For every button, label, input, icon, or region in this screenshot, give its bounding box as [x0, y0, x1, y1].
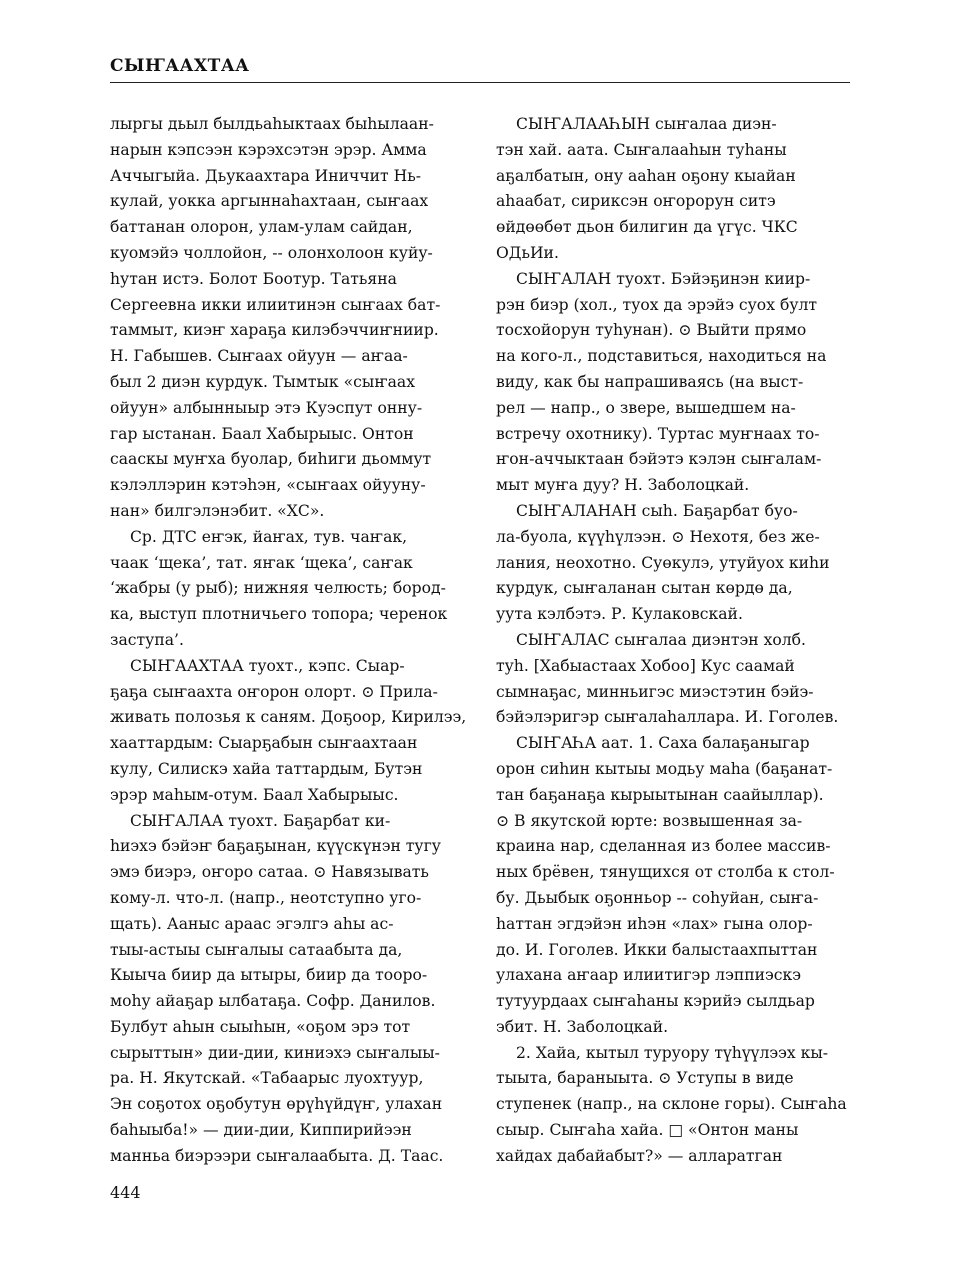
text-line: мыт муҥа дуу? Н. Заболоцкай.	[496, 476, 750, 495]
text-line: СЫҤААХТАА туохт., кэпс. Сыар-	[130, 656, 405, 675]
text-line: был 2 диэн курдук. Тымтык «сыҥаах	[110, 372, 415, 391]
text-line: кэлэллэрин кэтэһэн, «сыҥаах ойууну-	[110, 476, 426, 495]
text-line: СЫҤАҺА аат. 1. Саха балаҕаныгар	[516, 734, 810, 753]
text-line: тыыта, бараныыта. ⊙ Уступы в виде	[496, 1069, 794, 1088]
text-line: ‘жабры (у рыб); нижняя челюсть; бород-	[110, 579, 446, 598]
page-number: 444	[110, 1183, 141, 1202]
text-line: Эн соҕотох оҕобутун өрүһүйдүҥ, улахан	[110, 1095, 443, 1114]
text-line: ступенек (напр., на склоне горы). Сыҥаһа	[496, 1095, 847, 1114]
text-line: СЫҤАЛАА туохт. Баҕарбат ки-	[130, 811, 391, 830]
text-line: рэн биэр (хол., туох да эрэйэ суох булт	[496, 295, 818, 314]
text-line: сааскы муҥха буолар, биһиги дьоммут	[110, 450, 432, 469]
text-line: Булбут аһын сыыһын, «оҕом эрэ тот	[110, 1017, 411, 1036]
page-header	[110, 56, 850, 83]
text-line: Аччыгыйа. Дьукаахтара Иниччит Нь-	[110, 166, 421, 185]
text-line: курдук, сыҥаланан сытан көрдө да,	[496, 579, 793, 598]
text-line: Н. Габышев. Сыҥаах ойуун — аҥаа-	[110, 347, 408, 366]
text-line: Сергеевна икки илиитинэн сыҥаах бат-	[110, 295, 441, 314]
text-line: лания, неохотно. Суөкулэ, утуйуох киһи	[496, 553, 830, 572]
text-line: аһаабат, сириксэн оҥорорун ситэ	[496, 192, 776, 211]
text-line: бу. Дьыбык оҕонньор -- соһуйан, сыҥа-	[496, 888, 819, 907]
text-line: кому-л. что-л. (напр., неотступно уго-	[110, 888, 422, 907]
text-line: таммыт, киэҥ хараҕа килэбэччиҥниир.	[110, 321, 439, 340]
text-line: бэйэлэригэр сыҥалаһаллара. И. Гоголев.	[496, 708, 839, 727]
text-line: СЫҤАЛАС сыҥалаа диэнтэн холб.	[516, 630, 807, 649]
text-line: аҕалбатын, ону ааһан оҕону кыайан	[496, 166, 796, 185]
text-line: Ср. ДТС еҥэк, йаҥах, тув. чаҥак,	[130, 527, 408, 546]
text-line: тыы-астыы сыҥалыы сатаабыта да,	[110, 940, 403, 959]
text-line: Кыыча биир да ытыры, биир да тооро-	[110, 966, 428, 985]
text-line: ҕаҕа сыҥаахта оҥорон олорт. ⊙ Прила-	[110, 682, 438, 701]
text-line: нан» билгэлэнэбит. «ХС».	[110, 501, 325, 520]
right-column	[496, 112, 851, 1170]
text-line: баһыыба!» — дии-дии, Киппирийээн	[110, 1121, 412, 1140]
text-line: эбит. Н. Заболоцкай.	[496, 1017, 669, 1036]
text-line: СЫҤАЛААҺЫН сыҥалаа диэн-	[516, 115, 777, 133]
text-line: ла-буола, күүһүлээн. ⊙ Нехотя, без же-	[496, 527, 820, 546]
text-line: живать полозья к саням. Доҕоор, Кирилээ,	[110, 708, 467, 727]
text-line: чаак ‘щека’, тат. яҥак ‘щека’, саҥак	[110, 553, 413, 572]
text-line: лыргы дьыл былдьаһыктаах быһылаан-	[110, 115, 434, 133]
text-line: уута кэлбэтэ. Р. Кулаковскай.	[496, 605, 743, 624]
text-line: СЫҤАЛАН туохт. Бэйэҕинэн киир-	[516, 269, 811, 288]
text-line: встречу охотнику). Туртас муҥнаах то-	[496, 424, 820, 443]
text-line: орон сиһин кытыы модьу маһа (баҕанат-	[496, 759, 833, 778]
text-line: һутан истэ. Болот Боотур. Татьяна	[110, 269, 397, 288]
text-line: нарын кэпсээн кэрэхсэтэн эрэр. Амма	[110, 140, 427, 159]
text-line: ра. Н. Якутскай. «Табаарыс луохтуур,	[110, 1069, 424, 1088]
text-line: хайдах дабайабыт?» — алларатган	[496, 1146, 783, 1165]
text-line: ных брёвен, тянущихся от столба к стол-	[496, 863, 835, 882]
text-line: тутуурдаах сыҥаһаны кэрийэ сылдьар	[496, 992, 815, 1011]
text-line: тан баҕанаҕа кырыытынан саайыллар).	[496, 785, 824, 804]
text-line: ойуун» албынныыр этэ Куэспут онну-	[110, 398, 423, 417]
text-line: щать). Ааныс араас эгэлгэ аһы ас-	[110, 914, 394, 933]
text-line: куомэйэ чоллойон, -- олонхолоон куйу-	[110, 243, 433, 262]
text-line: тэн хай. аата. Сыҥалааһын туһаны	[496, 140, 787, 159]
text-line: улахана аҥаар илиитигэр лэппиэскэ	[496, 966, 801, 985]
text-line: рел — напр., о звере, вышедшем на-	[496, 398, 796, 417]
text-line: баттанан олорон, улам-улам сайдан,	[110, 218, 413, 237]
text-line: виду, как бы напрашиваясь (на выст-	[496, 372, 804, 391]
text-line: ка, выступ плотничьего топора; черенок	[110, 605, 448, 624]
running-head: СЫҤААХТАА	[110, 56, 250, 76]
text-line: ⊙ В якутской юрте: возвышенная за-	[496, 811, 803, 830]
text-line: сыыр. Сыҥаһа хайа. □ «Онтон маны	[496, 1121, 799, 1140]
text-line: краина нар, сделанная из более массив-	[496, 837, 831, 856]
text-line: кулай, уокка аргыннаһахтаан, сыҥаах	[110, 192, 429, 211]
text-line: һаттан эгдэйэн иһэн «лах» гына олор-	[496, 914, 813, 933]
text-line: эрэр маһым-отум. Баал Хабырыыс.	[110, 785, 399, 804]
text-line: туһ. [Хабыастаах Хобоо] Кус саамай	[496, 656, 795, 675]
text-line: гар ыстанан. Баал Хабырыыс. Онтон	[110, 424, 414, 443]
text-line: сырыттын» дии-дии, киниэхэ сыҥалыы-	[110, 1043, 440, 1062]
text-line: эмэ биэрэ, оҥоро сатаа. ⊙ Навязывать	[110, 863, 429, 882]
text-line: манньа биэрээри сыҥалаабыта. Д. Таас.	[110, 1146, 444, 1165]
text-line: ҥон-аччыктаан бэйэтэ кэлэн сыҥалам-	[496, 450, 822, 469]
text-line: өйдөөбөт дьон билигин да үгүс. ЧКС	[496, 218, 798, 237]
text-line: һиэхэ бэйэҥ баҕаҕынан, күүскүнэн тугу	[110, 837, 441, 856]
text-line: сымнаҕас, минньигэс миэстэтин бэйэ-	[496, 682, 814, 701]
text-line: заступа’.	[110, 630, 184, 649]
text-line: 2. Хайа, кытыл туруору түһүүлээх кы-	[516, 1043, 829, 1062]
text-line: моһу айаҕар ылбатаҕа. Софр. Данилов.	[110, 992, 436, 1011]
text-line: СЫҤАЛАНАН сыһ. Баҕарбат буо-	[516, 501, 798, 520]
text-line: на кого-л., подставиться, находиться на	[496, 347, 827, 366]
text-line: до. И. Гоголев. Икки балыстаахпыттан	[496, 940, 818, 959]
text-line: кулу, Силискэ хайа таттардым, Бутэн	[110, 759, 423, 778]
left-column	[110, 112, 465, 1170]
text-line: тосхойорун туһунан). ⊙ Выйти прямо	[496, 321, 807, 340]
text-line: ОДьИи.	[496, 243, 559, 262]
text-line: хааттардым: Сыарҕабын сыҥаахтаан	[110, 734, 418, 753]
